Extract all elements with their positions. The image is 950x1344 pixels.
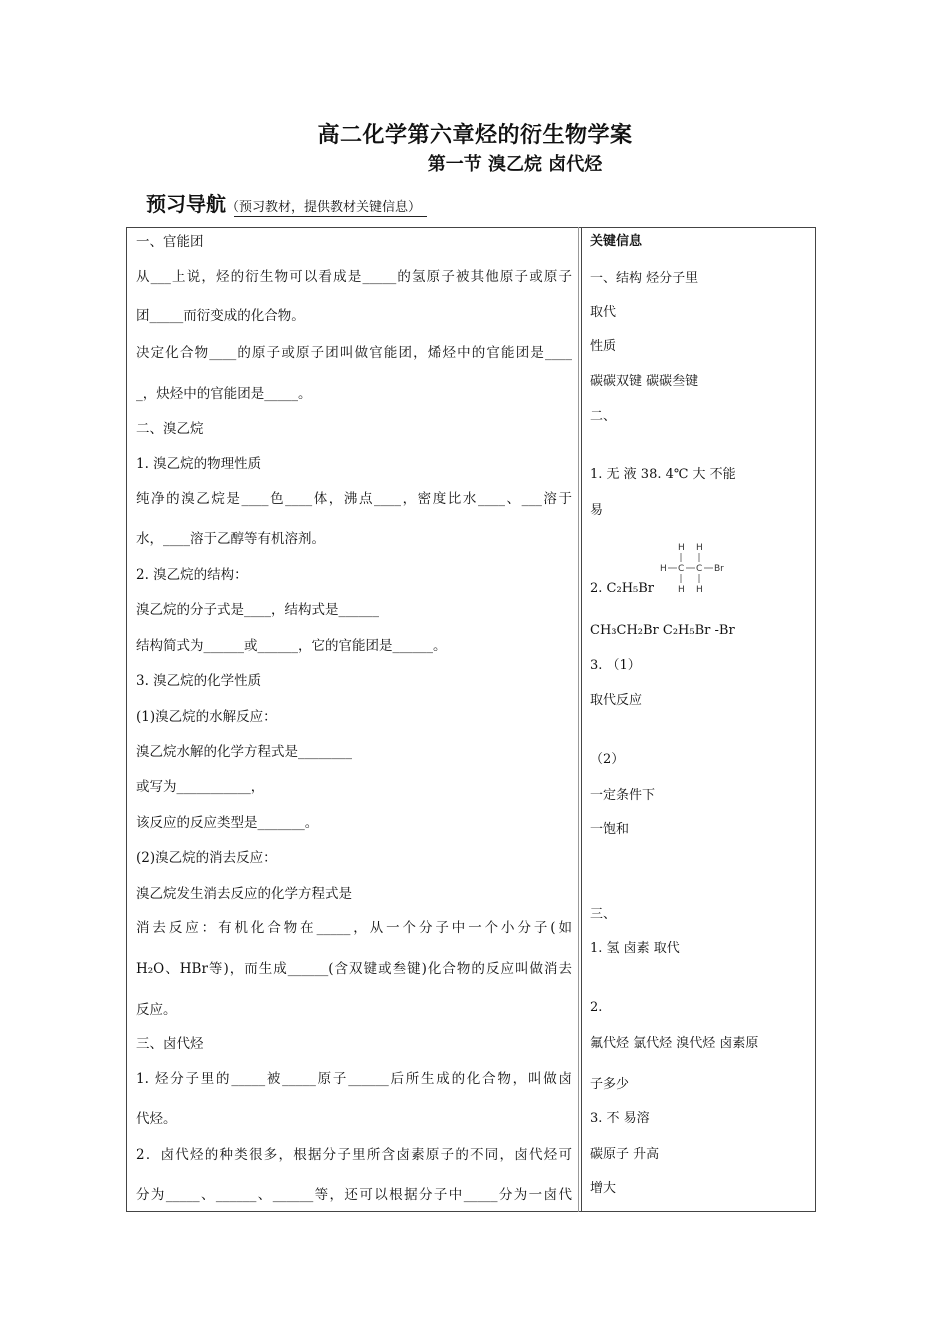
key-info-line: 三、 <box>590 907 617 922</box>
key-info-line: 碳碳双键 碳碳叁键 <box>590 374 699 389</box>
key-info-line: 1. 无 液 38. 4℃ 大 不能 <box>590 467 736 482</box>
key-info-line: 子多少 <box>590 1077 630 1092</box>
key-info-line: 易 <box>590 503 604 518</box>
key-info-line: 一、结构 烃分子里 <box>590 271 699 286</box>
key-info-line: 性质 <box>590 339 617 354</box>
left-line: H₂O、HBr等)，而生成______(含双键或叁键)化合物的反应叫做消去 <box>136 961 572 977</box>
left-line: 分为_____、______、______等，还可以根据分子中_____分为一卤代 <box>136 1187 572 1203</box>
bromoethane-structural-formula <box>656 539 736 595</box>
svg-text:C: C <box>678 564 685 574</box>
left-line: 结构简式为______或______，它的官能团是______。 <box>136 638 447 654</box>
key-info-line: 取代 <box>590 305 617 320</box>
section-title: 预习导航 <box>146 192 226 216</box>
section-heading <box>146 188 421 217</box>
key-info-line: 氟代烃 氯代烃 溴代烃 卤素原 <box>590 1036 759 1051</box>
left-line: 3. 溴乙烷的化学性质 <box>136 673 262 689</box>
key-info-line: 二、 <box>590 409 617 424</box>
document-subtitle: 第一节 溴乙烷 卤代烃 <box>427 154 603 175</box>
left-line: 溴乙烷水解的化学方程式是________ <box>136 744 352 760</box>
left-line: 三、卤代烃 <box>136 1036 204 1052</box>
left-line: 2. 溴乙烷的结构： <box>136 567 248 583</box>
left-line: 或写为___________， <box>136 779 265 795</box>
key-info-line: 取代反应 <box>590 693 643 708</box>
svg-text:H: H <box>660 564 667 574</box>
left-line: 一、官能团 <box>136 234 204 250</box>
svg-text:H: H <box>678 543 685 553</box>
column-divider-inner <box>578 227 579 1212</box>
left-line: 1. 溴乙烷的物理性质 <box>136 456 262 472</box>
left-line: 1. 烃分子里的_____被_____原子______后所生成的化合物，叫做卤 <box>136 1071 572 1087</box>
document-title: 高二化学第六章烃的衍生物学案 <box>317 122 633 148</box>
left-line: 从___上说，烃的衍生物可以看成是_____的氢原子被其他原子或原子 <box>136 269 572 285</box>
key-info-line: CH₃CH₂Br C₂H₅Br -Br <box>590 623 735 638</box>
left-line: 二、溴乙烷 <box>136 421 204 437</box>
key-info-line: 2. <box>590 1000 603 1015</box>
key-info-line: （2） <box>590 752 625 767</box>
left-line: 代烃。 <box>136 1111 177 1127</box>
svg-text:C: C <box>696 564 703 574</box>
svg-text:H: H <box>678 585 685 595</box>
key-info-heading: 关键信息 <box>590 234 643 249</box>
key-info-line: 3. 不 易溶 <box>590 1111 650 1126</box>
key-info-line: 1. 氢 卤素 取代 <box>590 941 680 956</box>
left-line: 纯净的溴乙烷是____色____体，沸点____，密度比水____、___溶于 <box>136 491 572 507</box>
left-line: (1)溴乙烷的水解反应： <box>136 709 277 725</box>
left-line: 反应。 <box>136 1002 177 1018</box>
left-line: 决定化合物____的原子或原子团叫做官能团，烯烃中的官能团是____ <box>136 345 572 361</box>
left-line: 团_____而衍变成的化合物。 <box>136 308 305 324</box>
section-underline <box>234 216 427 217</box>
left-line: 溴乙烷发生消去反应的化学方程式是 <box>136 886 352 902</box>
section-note: （预习教材，提供教材关键信息） <box>226 200 422 215</box>
key-info-line: 增大 <box>590 1181 617 1196</box>
left-line: 消去反应：有机化合物在_____，从一个分子中一个小分子(如 <box>136 920 572 936</box>
key-info-line: 3. （1） <box>590 658 641 673</box>
left-line: 水，____溶于乙醇等有机溶剂。 <box>136 531 325 547</box>
key-info-line: 碳原子 升高 <box>590 1147 660 1162</box>
key-info-line: 一饱和 <box>590 822 630 837</box>
left-line: 该反应的反应类型是_______。 <box>136 815 319 831</box>
key-info-line: 2. C₂H₅Br <box>590 581 655 596</box>
left-line: _，炔烃中的官能团是_____。 <box>136 386 312 402</box>
left-line: 溴乙烷的分子式是____，结构式是______ <box>136 602 379 618</box>
left-line: 2．卤代烃的种类很多，根据分子里所含卤素原子的不同，卤代烃可 <box>136 1147 572 1163</box>
svg-text:Br: Br <box>714 564 724 574</box>
svg-text:H: H <box>696 585 703 595</box>
left-line: (2)溴乙烷的消去反应： <box>136 850 277 866</box>
column-divider <box>581 227 582 1212</box>
key-info-line: 一定条件下 <box>590 788 656 803</box>
svg-text:H: H <box>696 543 703 553</box>
